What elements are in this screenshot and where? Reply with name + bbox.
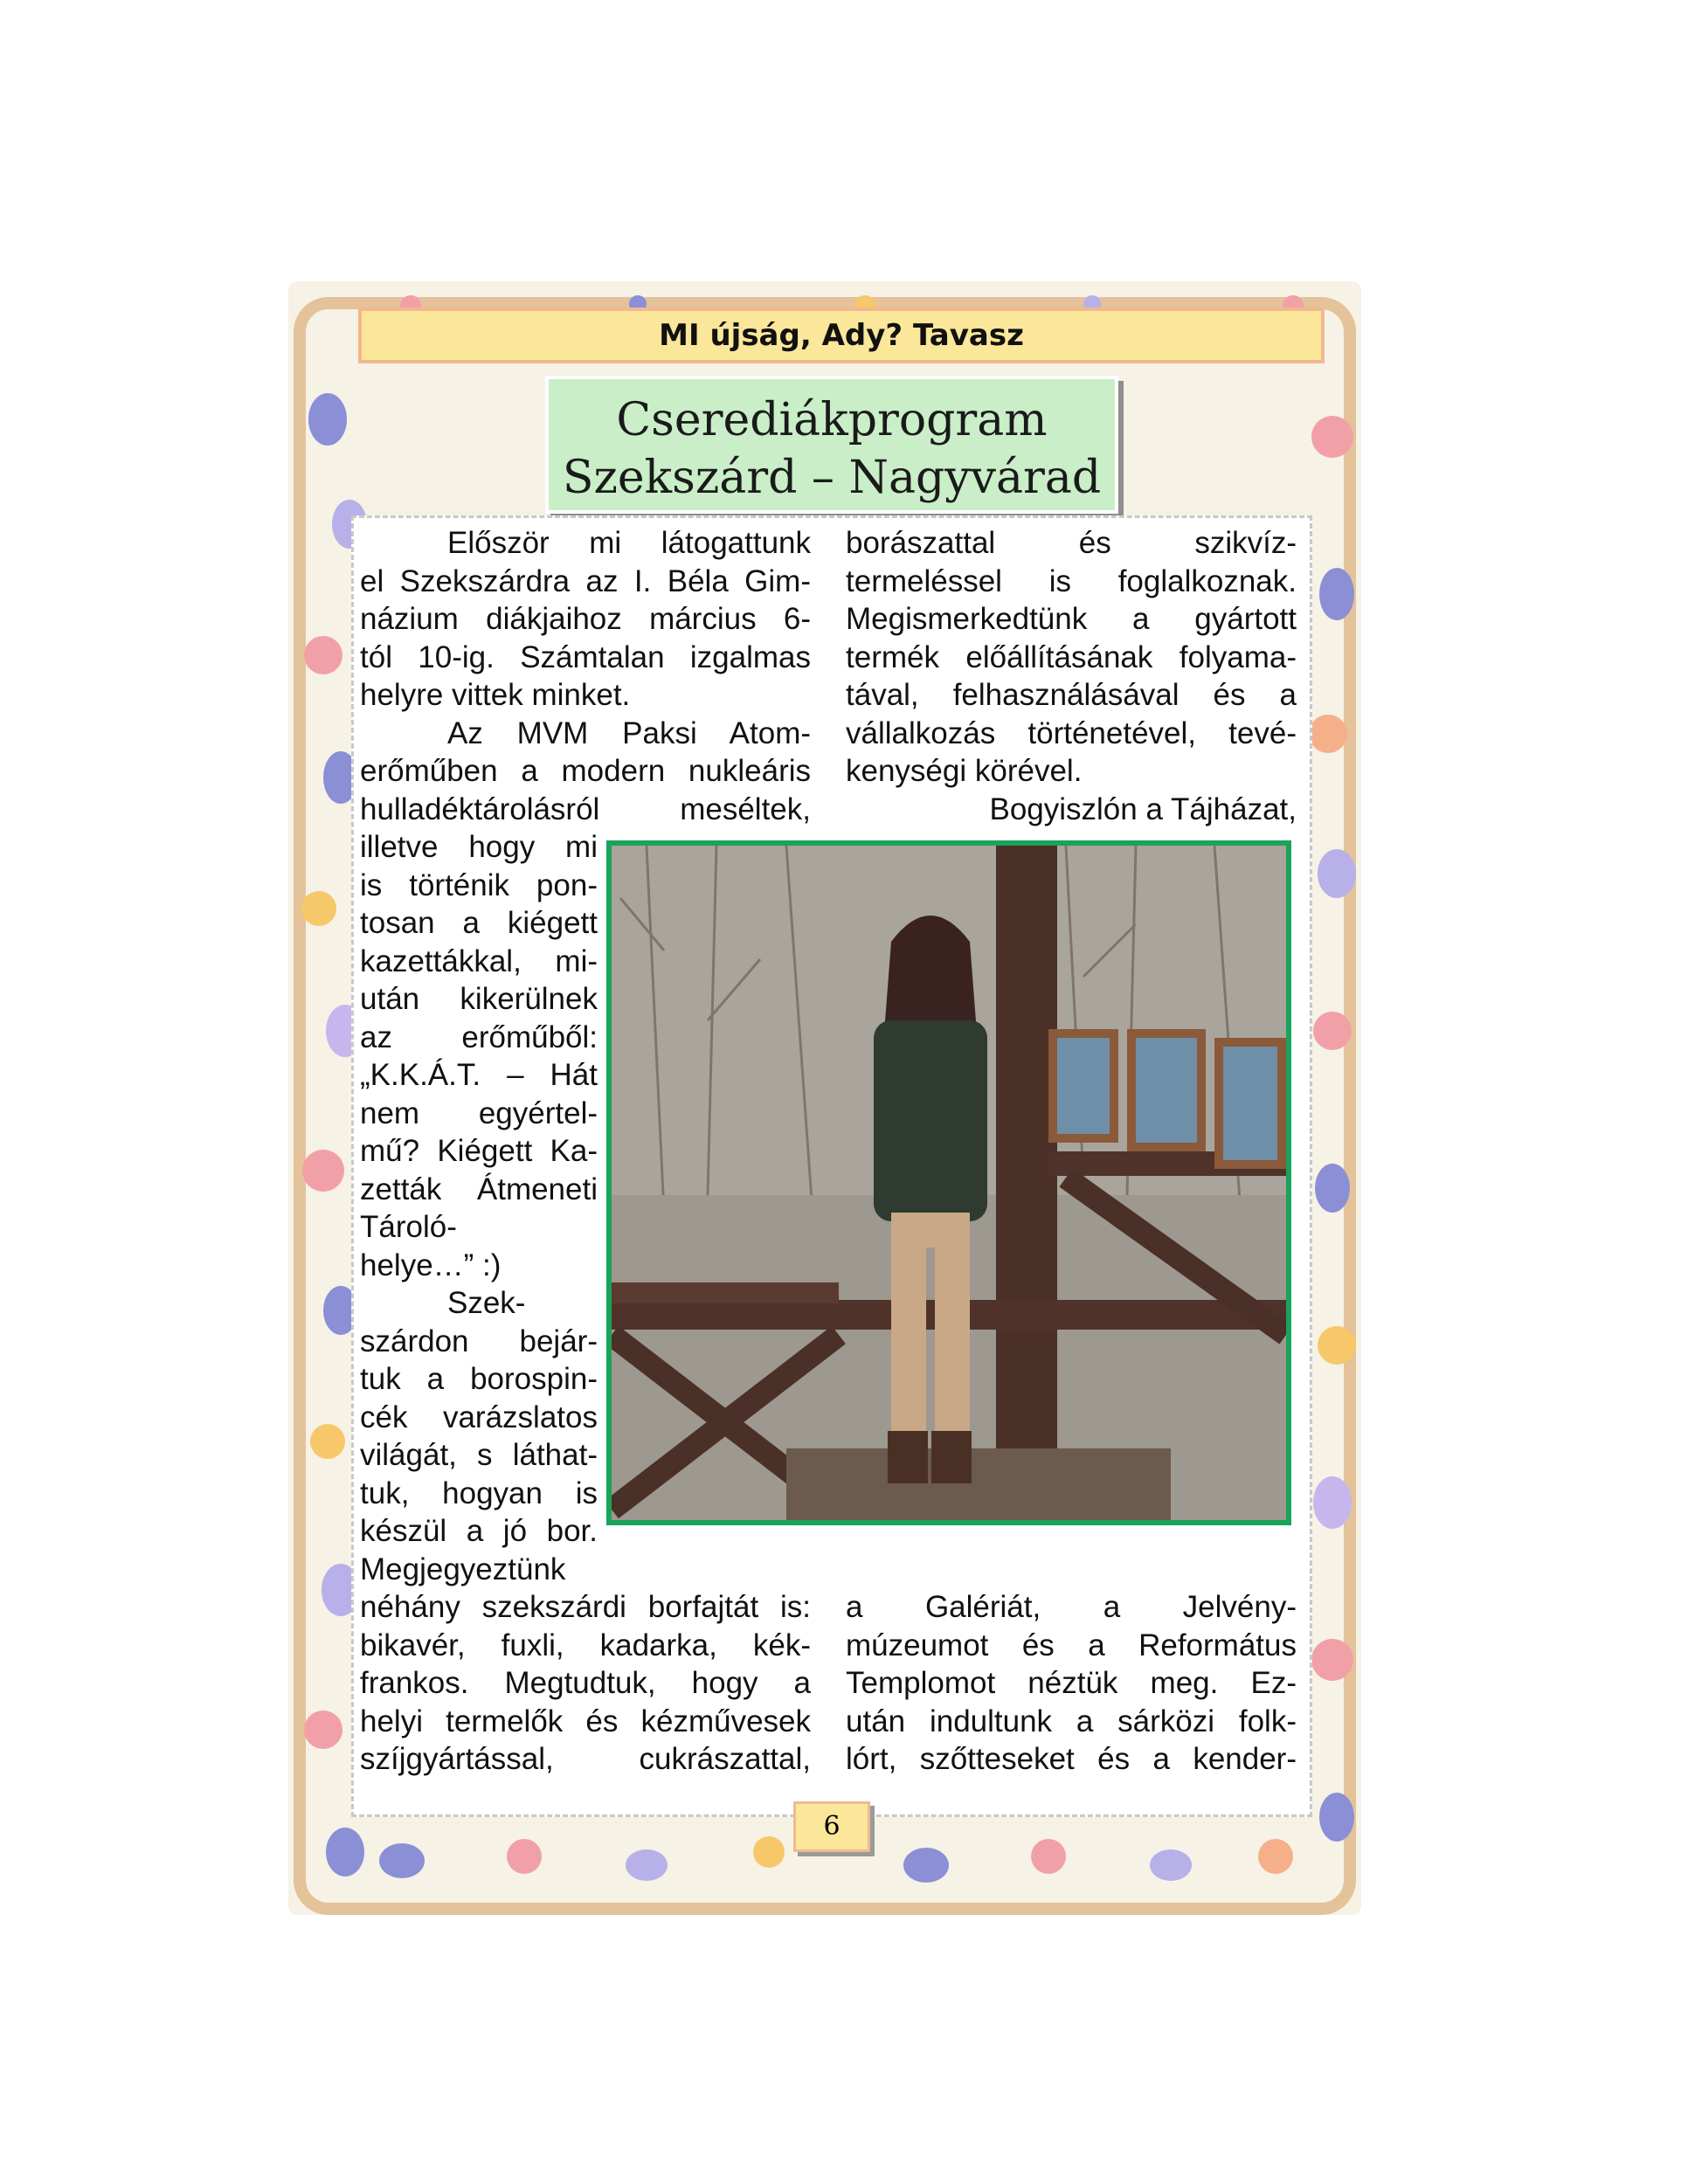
text-line: „K.K.Á.T. – Hát xyxy=(360,1058,598,1092)
text-line: el Szekszárdra az I. Béla Gim- xyxy=(360,563,811,598)
text-line: Megismerkedtünk a gyártott xyxy=(846,602,1297,636)
text-line: helyre vittek minket. xyxy=(360,678,631,712)
text-line: után indultunk a sárközi folk- xyxy=(846,1704,1297,1738)
article-title-line2: Szekszárd – Nagyvárad xyxy=(562,452,1102,504)
text-line: kenységi körével. xyxy=(846,754,1083,788)
text-line: kazettákkal, mi- xyxy=(360,943,598,978)
text-line: tuk a borospin- xyxy=(360,1362,598,1396)
text-line: néhány szekszárdi borfajtát is: xyxy=(360,1590,811,1624)
text-line: Templomot néztük meg. Ez- xyxy=(846,1666,1297,1700)
text-line: lórt, szőtteseket és a kender- xyxy=(846,1742,1297,1776)
text-line: az erőműből: xyxy=(360,1019,598,1054)
text-line: tuk, hogyan is xyxy=(360,1476,598,1510)
text-line: készül a jó bor. xyxy=(360,1514,598,1548)
text-line: világát, s láthat- xyxy=(360,1438,598,1472)
text-line: szíjgyártással, cukrászattal, xyxy=(360,1742,811,1776)
text-line: szárdon bejár- xyxy=(360,1324,598,1358)
text-line: is történik pon- xyxy=(360,867,598,902)
text-line: tól 10-ig. Számtalan izgalmas xyxy=(360,639,811,674)
text-line: Az MVM Paksi Atom- xyxy=(447,715,811,750)
text-line: názium diákjaihoz március 6- xyxy=(360,602,811,636)
text-line: helye…” :) xyxy=(360,1248,502,1282)
text-line: Szek- xyxy=(447,1286,526,1320)
article-title-line1: Cserediákprogram xyxy=(616,394,1048,446)
text-line: a Galériát, a Jelvény- xyxy=(846,1590,1297,1624)
photo-illustration xyxy=(612,846,1286,1520)
text-line: Bogyiszlón a Tájházat, xyxy=(989,791,1297,826)
text-line: Először mi látogattunk xyxy=(447,526,811,560)
text-line: termeléssel is foglalkoznak. xyxy=(846,563,1297,598)
text-line: zetták Átmeneti xyxy=(360,1171,598,1206)
text-line: nem egyértel- xyxy=(360,1095,598,1130)
text-line: mű? Kiégett Ka- xyxy=(360,1134,598,1168)
text-line: vállalkozás történetével, tevé- xyxy=(846,715,1297,750)
text-line: után kikerülnek xyxy=(360,982,598,1016)
left-column-bottom xyxy=(360,1588,811,1779)
text-line: illetve hogy mi xyxy=(360,830,598,864)
text-line: frankos. Megtudtuk, hogy a xyxy=(360,1666,811,1700)
text-line: cék varázslatos xyxy=(360,1400,598,1434)
magazine-title: MI újság, Ady? Tavasz xyxy=(659,318,1024,353)
magazine-header xyxy=(358,308,1325,363)
article-title-box xyxy=(545,376,1118,514)
text-line: helyi termelők és kézművesek xyxy=(360,1704,811,1738)
text-line: Megjegyeztünk xyxy=(360,1552,566,1586)
page-number: 6 xyxy=(793,1801,870,1852)
left-column-wrap xyxy=(360,828,598,1588)
text-line: erőműben a modern nukleáris xyxy=(360,754,811,788)
text-line: bikavér, fuxli, kadarka, kék- xyxy=(360,1628,811,1662)
right-column-top xyxy=(846,524,1297,828)
right-column-bottom xyxy=(846,1588,1297,1779)
text-line: múzeumot és a Református xyxy=(846,1628,1297,1662)
text-line: borászattal és szikvíz- xyxy=(846,526,1297,560)
text-line: hulladéktárolásról meséltek, xyxy=(360,791,811,826)
text-line: termék előállításának folyama- xyxy=(846,639,1297,674)
text-line: Tároló- xyxy=(360,1210,457,1244)
article-photo xyxy=(606,840,1291,1525)
text-line: tával, felhasználásával és a xyxy=(846,678,1297,712)
text-line: tosan a kiégett xyxy=(360,906,598,940)
left-column-top xyxy=(360,524,811,828)
